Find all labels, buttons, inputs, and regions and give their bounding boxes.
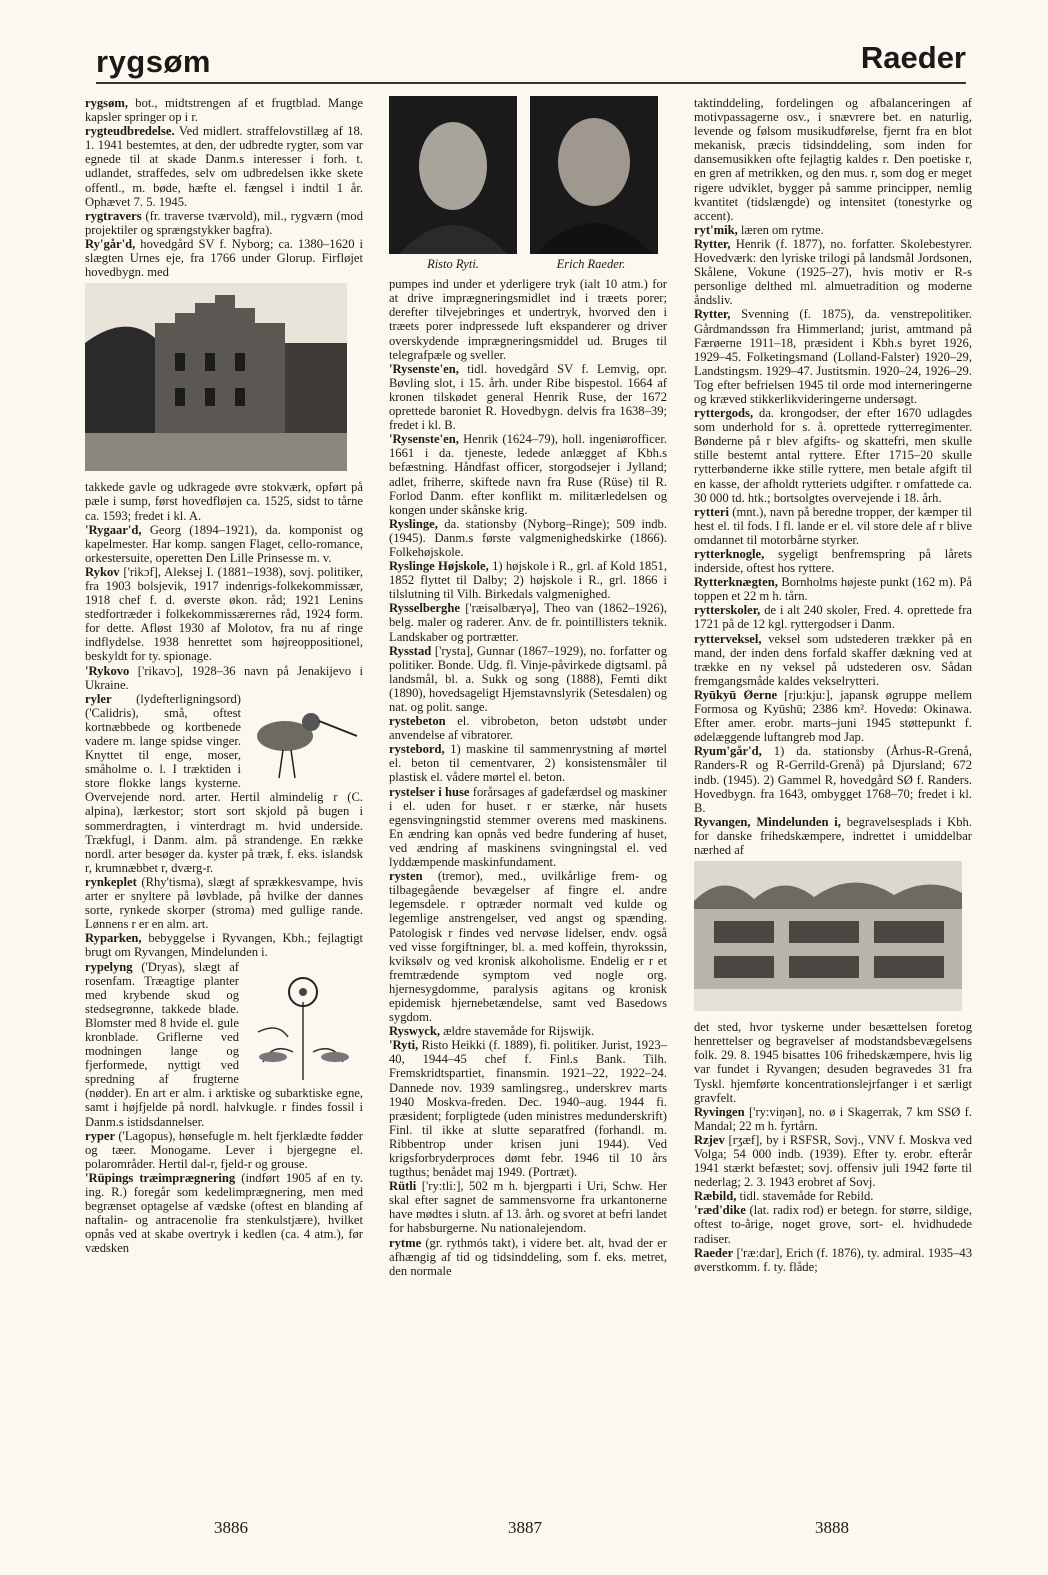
entry: Ryslinge Højskole, 1) højskole i R., grl. af Kold 1851, 1852 flyttet til Dalby; 2) højskole i R., grl. 1866 i tilslutning til Vilh. Birkedals valgmenighed. xyxy=(389,559,667,602)
entry: rystelser i huse forårsages af gadefærdsel og maskiner i el. uden for huset. r er stærke, når husets egensvingningstid stemmer overens med maskinens. En ændring kan opnås ved bedre fundering af huset, ved ændring af maskinens svingningstal el. ved lyddæmpende maskinfundament. xyxy=(389,784,667,870)
entry: 'Ryti, Risto Heikki (f. 1889), fi. politiker. Jurist, 1923–40, 1944–45 chef f. Finl.s Bank. Tilh. Fremskridtspartiet, finansmin. 1921–22, 1922–24. Dannede nov. 1939 samlingsreg., underskrev marts 1940 Moskva-freden. Dec. 1940–aug. 1944 fi. præsident; forpligtede (uden ministres medunderskrift) Finl. til ikke at slutte separatfred (forhandl. m. Ribbentrop under krisen juni 1944). Ved krigsforbryderproces dømt febr. 1946 til 10 års tugthus; benådet maj 1949. (Portræt). xyxy=(389,1038,667,1180)
portrait-ryti xyxy=(389,96,517,254)
entry: Ryvangen, Mindelunden i, begravelsesplads i Kbh. for danske frihedskæmpere, indrettet i umiddelbar nærhed af xyxy=(694,814,973,857)
entry: taktinddeling, fordelingen og afbalanceringen af motivpassagerne osv., i snævrere bet. en naturlig, levende og følsom musikudførelse, fjernt fra en blot mekanisk, præcis tidsinddeling, som inden for dansemusikken ofte fejlagtig kaldes r. Den poetiske r, en gren af metrikken, og den mus. r, som dog er meget rigere udviklet, bygger på samme principper, nemlig kvantitet (tidslængde) og intensitet (tonestyrke og accent). xyxy=(694,96,972,223)
entry: Rütli ['ry:tli:], 502 m h. bjergparti i Uri, Schw. Her skal efter sagnet de sammensvorne fra urkantonerne have mødtes i slutn. af 13. årh. og svoret at befri landet for habsburgerne. Nu nationalejendom. xyxy=(389,1179,667,1236)
entry: Rysselberghe ['ræisəlbærγə], Theo van (1862–1926), belg. maler og raderer. Anv. de fr. pointillisters teknik. Landskaber og portrætter. xyxy=(389,601,667,644)
entry: Ræbild, tidl. stavemåde for Rebild. xyxy=(694,1189,874,1204)
entry: 'Rysenste'en, Henrik (1624–79), holl. ingeniørofficer. 1661 i da. tjeneste, ledede anlægget af Kbh.s befæstning. Håndfast officer, storgodsejer i Jylland; adlet, friherre, skiftede navn fra Ruse (Rüse) til R. Forlod Danm. efter konflikt m. militærledelsen og kongen under skånske krig. xyxy=(389,432,667,517)
rygaard-manor-photo xyxy=(85,283,363,474)
entry: rysten (tremor), med., uvilkårlige frem- og tilbagegående bevægelser af fingre el. andre legemsdele. r optræder normalt ved kulde og legemlige anstrengelser, ved angst og spænding. Patologisk r findes ved nervøse lidelser, endv. også ved visse forgiftninger, bl. a. med koffein, thyrokssin, kviksølv og ved kronisk alkoholisme. Endelig er r et fremtrædende symptom ved nogle org. hjernesygdomme, paralysis agitans og kronisk epidemisk hjernebetændelse, samt ved Basedows sygdom. xyxy=(389,869,667,1025)
entry: rytterveksel, veksel som udstederen trækker på en mand, der inden dens forfald skaffer dækning ved at trække en ny veksel på udstederen osv. Sådan fremgangsmåde kaldes vekselrytteri. xyxy=(694,631,972,688)
column-2 xyxy=(389,96,667,1278)
entry: pumpes ind under et yderligere tryk (ialt 10 atm.) for at drive imprægneringsmidlet ind i træets porer; derefter tilvejebringes et undertryk, hvorved den i træets porer indpressede luft ekspanderer og driver overskydende imprægneringsmiddel ud. Bruges til telegrafpæle og sveller. xyxy=(389,277,667,362)
entry: ryt'mik, læren om rytme. xyxy=(694,222,824,237)
entry: rynkeplet (Rhy'tisma), slægt af sprækkesvampe, hvis arter er snyltere på løvblade, på hvilke der dannes sorte, rynkede skorper (stroma) med gullige rande. Lønnens r er en alm. art. xyxy=(85,874,363,932)
entry: Rysstad ['rysta], Gunnar (1867–1929), no. forfatter og politiker. Bonde. Udg. fl. Vinje-påvirkede digtsaml. på landsmål, bl. a. Sukk og song (1888), Femti dikt (1890), hovedsageligt Hjemstavnslyrik (Setesdalen) og nat. og polit. sange. xyxy=(389,643,667,714)
entry: Raeder ['ræ:dar], Erich (f. 1876), ty. admiral. 1935–43 øverstkomm. f. ty. flåde; xyxy=(694,1245,972,1274)
entry: Ryswyck, ældre stavemåde for Rijswijk. xyxy=(389,1024,595,1039)
page-number-right: 3888 xyxy=(815,1518,849,1537)
column-3 xyxy=(694,96,972,1274)
dryas-flower-illustration xyxy=(243,962,363,1080)
sandpiper-illustration xyxy=(245,694,363,786)
entry: det sted, hvor tyskerne under besættelsen foretog henrettelser og begravelser af modstandsbevægelsens folk. 29. 8. 1945 bisattes 106 frihedskæmpere, hvis lig var fundet i Ryvangen; desuden begravedes 31 fra Tyskl. hjemførte koncentrationslejrfanger i et særligt gravfelt. xyxy=(694,1020,972,1105)
entry: rytme (gr. rythmós takt), i videre bet. alt, hvad der er afhængig af tid og tidsinddeling, som f. eks. metret, den normale xyxy=(389,1235,667,1278)
entry: Ryslinge, da. stationsby (Nyborg–Ringe); 509 indb. (1945). Danm.s første valgmenighedskirke (1866). Folkehøjskole. xyxy=(389,516,667,559)
running-head-right: Raeder xyxy=(860,40,966,75)
entry: rygtravers (fr. traverse tværvold), mil., rygværn (mod projektiler og sprængstykker bagfra). xyxy=(85,208,363,237)
entry: rytterknogle, sygeligt benfremspring på lårets inderside, oftest hos ryttere. xyxy=(694,547,972,576)
entry: Rytter, Svenning (f. 1875), da. venstrepolitiker. Gårdmandssøn fra Himmerland; jurist, amtmand på Færøerne 1911–18, præsident i Kbh.s byret 1926, 1929–45. Folketingsmand (Lolland-Falster) 1920–29, Landstingsm. 1929–47. Justitsmin. 1920–24, 1926–29. Tog efter befrielsen 1945 til orde mod interneringerne og kræved stikkerlikvideringerne undersøgt. xyxy=(694,307,972,406)
portraits xyxy=(389,96,667,271)
entry: rystebord, 1) maskine til sammenrystning af mørtel el. beton til cementvarer, 2) konsistensmåler til plastisk el. vådere mørtel el. beton. xyxy=(389,742,667,785)
page-number-middle: 3887 xyxy=(508,1518,542,1537)
entry: Rzjev [rʒæf], by i RSFSR, Sovj., VNV f. Moskva ved Volga; 54 000 indb. (1939). Efter ty. erobr. efterår 1941 stærkt befæstet; sovj. offensiv juli 1942 førte til nederlag; 2. 3. 1943 erobret af Sovj. xyxy=(694,1132,972,1190)
page-number-left: 3886 xyxy=(214,1518,248,1537)
column-1 xyxy=(85,96,363,1255)
entry: rytteri (mnt.), navn på beredne tropper, der kæmper til hest el. til fods. I fl. lande er el. vil store dele af r blive omdannet til motorbårne styrker. xyxy=(694,504,972,547)
entry: ryttergods, da. krongodser, der efter 1670 udlagdes som underhold for s. å. oprettede rytterregimenter. Bønderne på r blev afgifts- og skattefri, men skulle stille bestemt antal ryttere. Efter 1715–20 skulle rytterbønderne ikke stille ryttere, men betale afgift til en kasse, der afholdt rytteriets udgifter. r omfattede ca. 30 000 td. htk.; bortsolgtes overvejende i 18. årh. xyxy=(694,406,972,505)
entry: Ryvingen ['ry:viŋən], no. ø i Skagerrak, 7 km SSØ f. Mandal; 22 m h. fyrtårn. xyxy=(694,1104,972,1133)
entry: Rykov ['rikɔf], Aleksej I. (1881–1938), sovj. politiker, fra 1903 bolsjevik, 1917 indenrigs-folkekommissær, 1918 chef f. d. øverste økon. råd; 1921 Lenins stedfortræder i folkekommissærernes råd, 1924 form. for dette. Afløst 1930 af Molotov, fra nu af ringe indflydelse. 1938 henrettet som højreoppositionel, beskyldt for ty. spionage. xyxy=(85,564,363,664)
header-rule xyxy=(96,82,966,84)
entry: 'ræd'dike (lat. radix rod) er betegn. for større, sildige, oftest to-årige, noget grove, sort- el. hvidhudede radiser. xyxy=(694,1203,972,1246)
ryvangen-memorial-photo xyxy=(694,861,972,1014)
entry: takkede gavle og udkragede øvre stokværk, opført på pæle i sump, først hovedfløjen ca. 1525, sidst to tårne ca. 1593; fredet i kl. A. xyxy=(85,480,363,523)
entry: rytterskoler, de i alt 240 skoler, Fred. 4. oprettede fra 1721 på de 12 kgl. ryttergodser i Danm. xyxy=(694,603,972,632)
entry: ryler (lydefterligningsord) ('Calidris), små, oftest kortnæbbede og kortbenede vadere m. lange spidse vinger. Knyttet til enge, moser, småholme o. l. I træktiden i store flokke langs kysterne. Overvejende nord. arter. Hertil almindelig r (C. alpina), lærkestor; stort sort skjold på bugen i sommerdragten, i vinterdragt m. hvid underside. Trækfugl, i Danm. alm. på strandenge. En række nordl. arter besøger da. kyster på træk, f. eks. islandsk r, krumnæbbet r, dværg-r. xyxy=(85,691,363,875)
running-head-left: rygsøm xyxy=(96,44,211,79)
entry: 'Rykovo ['rikavɔ], 1928–36 navn på Jenakijevo i Ukraine. xyxy=(85,663,363,692)
entry: rygteudbredelse. Ved midlert. straffelovstillæg af 18. 1. 1941 bestemtes, at den, der udbredte rygter, som var egnede til at skade Danm.s interesser i forh. t. udlandet, straffedes, selv om udbredelsen ikke skete offentl., m. bøde, hæfte el. fængsel i indtil 1 år. Ophævet 7. 5. 1945. xyxy=(85,124,363,209)
entry: Rytterknægten, Bornholms højeste punkt (162 m). På toppen et 22 m h. tårn. xyxy=(694,575,972,604)
entry: 'Rysenste'en, tidl. hovedgård SV f. Lemvig, opr. Bøvling slot, i 15. årh. under Ribe bispestol. 1664 af kronen tilskødet general Henrik Ruse, der 1672 oprettede baroniet R. Hovedbygn. delvis fra 1638–39; fredet i kl. B. xyxy=(389,361,667,433)
portrait-raeder xyxy=(530,96,658,254)
entry: ryper ('Lagopus), hønsefugle m. helt fjerklædte fødder og tæer. Monogame. Lever i bjergegne el. polarområder. Hertil dal-r, fjeld-r og grouse. xyxy=(85,1128,363,1171)
entry: rypelyng ('Dryas), slægt af rosenfam. Træagtige planter med krybende skud og stedsegrønne, takkede blade. Blomster med 8 hvide el. gule kronblade. Griflerne ved modningen lange og fjerformede, nyttigt ved spredning af frugterne (nødder). En art er alm. i arktiske og subarktiske egne, samt i højfjelde på nordl. halvkugle. r findes fossil i Danm.s istidsdannelser. xyxy=(85,959,363,1129)
entry: Ryūkyū Øerne [rju:kju:], japansk øgruppe mellem Formosa og Kyūshū; 2386 km². Hovedø: Okinawa. Efter amer. erobr. marts–juni 1945 støttepunkt f. ødelæggende luftangreb mod Jap. xyxy=(694,687,973,745)
entry: Ryum'går'd, 1) da. stationsby (Århus-R-Grenå, Randers-R og R-Gerrild-Grenå) på Djursland; 672 indb. (1945). 2) Gammel R, hovedgård SØ f. Randers. Hovedbygn. fra 1643, ombygget 1768–70; fredet i kl. B. xyxy=(694,744,972,815)
entry: 'Rüpings træimprægnering (indført 1905 af en ty. ing. R.) foregår som kedelimprægnering, men med begrænset optagelse af vædske (oftest en blanding af naftalin- og antracenolie fra stenkulstjære), hvilket opnås ved at skabe overtryk i kedlen (ca. 4 atm.), før vædsken xyxy=(85,1170,363,1256)
entry: rygsøm, bot., midtstrengen af et frugtblad. Mange kapsler springer op i r. xyxy=(85,96,363,125)
entry: 'Rygaar'd, Georg (1894–1921), da. komponist og kapelmester. Har komp. sangen Flaget, cello-romance, orkestersuite, operetten Den Lille Prinsesse m. v. xyxy=(85,522,363,565)
caption-raeder: Erich Raeder. xyxy=(556,257,626,272)
entry: Rytter, Henrik (f. 1877), no. forfatter. Skolebestyrer. Hovedværk: den lyriske trilogi på landsmål Jordsonen, Skålene, Vokune (1925–27), hvis motiv er R-s personlige delthed ml. almuetradition og moderne åndsliv. xyxy=(694,236,972,308)
entry: Ry'går'd, hovedgård SV f. Nyborg; ca. 1380–1620 i slægten Urnes eje, fra 1766 under Glorup. Firfløjet hovedbygn. med xyxy=(85,236,363,280)
entry: Ryparken, bebyggelse i Ryvangen, Kbh.; fejlagtigt brugt om Ryvangen, Mindelunden i. xyxy=(85,931,363,960)
caption-ryti: Risto Ryti. xyxy=(427,257,479,272)
entry: rystebeton el. vibrobeton, beton udstøbt under anvendelse af vibratorer. xyxy=(389,714,667,743)
